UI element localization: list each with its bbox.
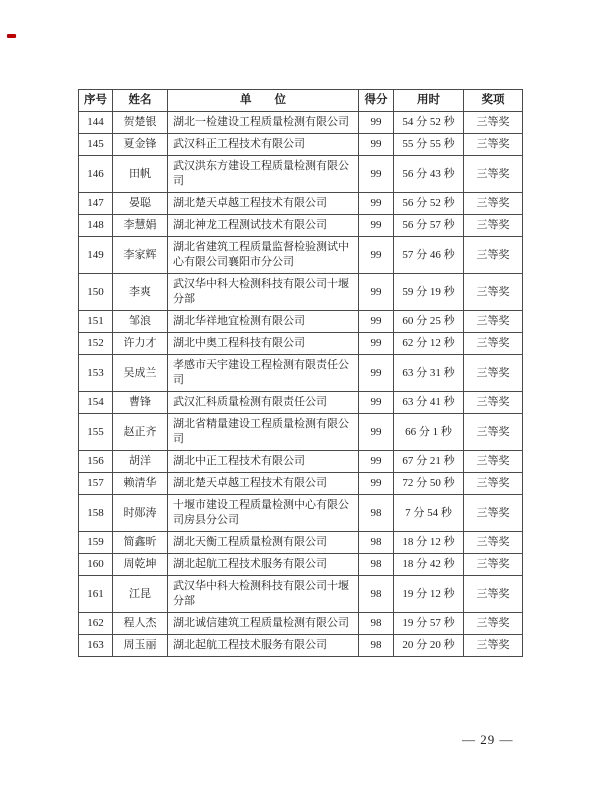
- cell-award: 三等奖: [464, 311, 523, 333]
- cell-unit: 湖北神龙工程测试技术有限公司: [168, 215, 359, 237]
- cell-unit: 湖北起航工程技术服务有限公司: [168, 554, 359, 576]
- cell-no: 153: [79, 355, 113, 392]
- table-row: [79, 613, 523, 635]
- cell-award: 三等奖: [464, 554, 523, 576]
- cell-award: 三等奖: [464, 635, 523, 657]
- cell-name: 邹浪: [113, 311, 168, 333]
- cell-name: 李家辉: [113, 237, 168, 274]
- cell-score: 99: [359, 473, 394, 495]
- cell-no: 149: [79, 237, 113, 274]
- header-row: [79, 90, 523, 112]
- table-row: [79, 311, 523, 333]
- cell-score: 99: [359, 134, 394, 156]
- cell-score: 99: [359, 112, 394, 134]
- cell-award: 三等奖: [464, 576, 523, 613]
- cell-score: 99: [359, 355, 394, 392]
- cell-no: 157: [79, 473, 113, 495]
- cell-name: 胡洋: [113, 451, 168, 473]
- cell-time: 19 分 57 秒: [394, 613, 464, 635]
- cell-time: 57 分 46 秒: [394, 237, 464, 274]
- cell-name: 赵正齐: [113, 414, 168, 451]
- cell-no: 162: [79, 613, 113, 635]
- cell-name: 江昆: [113, 576, 168, 613]
- cell-no: 146: [79, 156, 113, 193]
- cell-name: 贺楚银: [113, 112, 168, 134]
- cell-name: 周乾坤: [113, 554, 168, 576]
- cell-award: 三等奖: [464, 193, 523, 215]
- cell-time: 19 分 12 秒: [394, 576, 464, 613]
- cell-award: 三等奖: [464, 156, 523, 193]
- cell-unit: 湖北中正工程技术有限公司: [168, 451, 359, 473]
- cell-time: 55 分 55 秒: [394, 134, 464, 156]
- cell-score: 99: [359, 193, 394, 215]
- cell-time: 62 分 12 秒: [394, 333, 464, 355]
- cell-no: 158: [79, 495, 113, 532]
- table-row: [79, 193, 523, 215]
- cell-award: 三等奖: [464, 274, 523, 311]
- cell-score: 99: [359, 414, 394, 451]
- cell-time: 54 分 52 秒: [394, 112, 464, 134]
- cell-name: 田帆: [113, 156, 168, 193]
- table-row: [79, 495, 523, 532]
- cell-no: 145: [79, 134, 113, 156]
- cell-unit: 湖北省建筑工程质量监督检验测试中心有限公司襄阳市分公司: [168, 237, 359, 274]
- cell-unit: 武汉汇科质量检测有限责任公司: [168, 392, 359, 414]
- cell-no: 154: [79, 392, 113, 414]
- cell-score: 99: [359, 156, 394, 193]
- cell-name: 时郧涛: [113, 495, 168, 532]
- table-row: [79, 134, 523, 156]
- cell-unit: 湖北中奥工程科技有限公司: [168, 333, 359, 355]
- cell-no: 152: [79, 333, 113, 355]
- cell-award: 三等奖: [464, 473, 523, 495]
- cell-unit: 湖北华祥地宜检测有限公司: [168, 311, 359, 333]
- header-unit: 单 位: [168, 90, 359, 112]
- cell-name: 赖清华: [113, 473, 168, 495]
- cell-score: 98: [359, 613, 394, 635]
- cell-unit: 湖北楚天卓越工程技术有限公司: [168, 473, 359, 495]
- cell-unit: 武汉科正工程技术有限公司: [168, 134, 359, 156]
- cell-award: 三等奖: [464, 414, 523, 451]
- cell-name: 程人杰: [113, 613, 168, 635]
- cell-no: 156: [79, 451, 113, 473]
- cell-no: 144: [79, 112, 113, 134]
- cell-time: 63 分 31 秒: [394, 355, 464, 392]
- red-mark: [7, 34, 16, 38]
- table-row: [79, 355, 523, 392]
- cell-unit: 孝感市天宇建设工程检测有限责任公司: [168, 355, 359, 392]
- cell-score: 99: [359, 333, 394, 355]
- table-row: [79, 635, 523, 657]
- cell-time: 18 分 42 秒: [394, 554, 464, 576]
- cell-score: 98: [359, 532, 394, 554]
- cell-name: 李爽: [113, 274, 168, 311]
- cell-time: 18 分 12 秒: [394, 532, 464, 554]
- header-name: 姓名: [113, 90, 168, 112]
- cell-unit: 湖北诚信建筑工程质量检测有限公司: [168, 613, 359, 635]
- header-time: 用时: [394, 90, 464, 112]
- cell-award: 三等奖: [464, 134, 523, 156]
- cell-score: 98: [359, 554, 394, 576]
- table-row: [79, 156, 523, 193]
- cell-time: 56 分 57 秒: [394, 215, 464, 237]
- cell-score: 99: [359, 311, 394, 333]
- header-no: 序号: [79, 90, 113, 112]
- header-score: 得分: [359, 90, 394, 112]
- cell-no: 147: [79, 193, 113, 215]
- cell-unit: 武汉洪东方建设工程质量检测有限公司: [168, 156, 359, 193]
- cell-no: 160: [79, 554, 113, 576]
- cell-score: 99: [359, 392, 394, 414]
- cell-award: 三等奖: [464, 451, 523, 473]
- footer-page-number: — 29 —: [462, 732, 514, 747]
- cell-score: 98: [359, 635, 394, 657]
- cell-no: 148: [79, 215, 113, 237]
- cell-no: 159: [79, 532, 113, 554]
- table-row: [79, 112, 523, 134]
- cell-score: 99: [359, 274, 394, 311]
- cell-name: 李慧娟: [113, 215, 168, 237]
- cell-name: 许力才: [113, 333, 168, 355]
- cell-no: 151: [79, 311, 113, 333]
- cell-time: 72 分 50 秒: [394, 473, 464, 495]
- cell-score: 99: [359, 451, 394, 473]
- table-row: [79, 237, 523, 274]
- cell-time: 56 分 52 秒: [394, 193, 464, 215]
- table-row: [79, 451, 523, 473]
- cell-time: 66 分 1 秒: [394, 414, 464, 451]
- cell-time: 60 分 25 秒: [394, 311, 464, 333]
- cell-award: 三等奖: [464, 355, 523, 392]
- table-row: [79, 392, 523, 414]
- cell-time: 67 分 21 秒: [394, 451, 464, 473]
- cell-award: 三等奖: [464, 237, 523, 274]
- cell-award: 三等奖: [464, 112, 523, 134]
- cell-unit: 湖北一检建设工程质量检测有限公司: [168, 112, 359, 134]
- table-row: [79, 333, 523, 355]
- cell-time: 7 分 54 秒: [394, 495, 464, 532]
- table-row: [79, 215, 523, 237]
- cell-unit: 湖北起航工程技术服务有限公司: [168, 635, 359, 657]
- table-row: [79, 576, 523, 613]
- cell-award: 三等奖: [464, 532, 523, 554]
- cell-unit: 湖北天衡工程质量检测有限公司: [168, 532, 359, 554]
- cell-time: 63 分 41 秒: [394, 392, 464, 414]
- results-table: [78, 89, 523, 657]
- table-row: [79, 274, 523, 311]
- cell-time: 56 分 43 秒: [394, 156, 464, 193]
- cell-award: 三等奖: [464, 392, 523, 414]
- table-row: [79, 532, 523, 554]
- results-table-header: [79, 90, 523, 112]
- cell-time: 20 分 20 秒: [394, 635, 464, 657]
- table-row: [79, 414, 523, 451]
- cell-unit: 十堰市建设工程质量检测中心有限公司房县分公司: [168, 495, 359, 532]
- header-award: 奖项: [464, 90, 523, 112]
- cell-name: 吴成兰: [113, 355, 168, 392]
- cell-award: 三等奖: [464, 495, 523, 532]
- cell-name: 曹锋: [113, 392, 168, 414]
- table-row: [79, 473, 523, 495]
- cell-award: 三等奖: [464, 215, 523, 237]
- cell-unit: 湖北楚天卓越工程技术有限公司: [168, 193, 359, 215]
- cell-unit: 湖北省精量建设工程质量检测有限公司: [168, 414, 359, 451]
- cell-no: 155: [79, 414, 113, 451]
- cell-unit: 武汉华中科大检测科技有限公司十堰分部: [168, 576, 359, 613]
- cell-award: 三等奖: [464, 613, 523, 635]
- cell-no: 150: [79, 274, 113, 311]
- cell-score: 99: [359, 215, 394, 237]
- cell-award: 三等奖: [464, 333, 523, 355]
- table-row: [79, 554, 523, 576]
- cell-name: 周玉丽: [113, 635, 168, 657]
- results-table-body: [79, 112, 523, 657]
- cell-no: 161: [79, 576, 113, 613]
- cell-score: 98: [359, 495, 394, 532]
- cell-no: 163: [79, 635, 113, 657]
- cell-name: 简鑫昕: [113, 532, 168, 554]
- cell-unit: 武汉华中科大检测科技有限公司十堰分部: [168, 274, 359, 311]
- cell-name: 夏金锋: [113, 134, 168, 156]
- cell-name: 晏聪: [113, 193, 168, 215]
- cell-score: 98: [359, 576, 394, 613]
- cell-score: 99: [359, 237, 394, 274]
- cell-time: 59 分 19 秒: [394, 274, 464, 311]
